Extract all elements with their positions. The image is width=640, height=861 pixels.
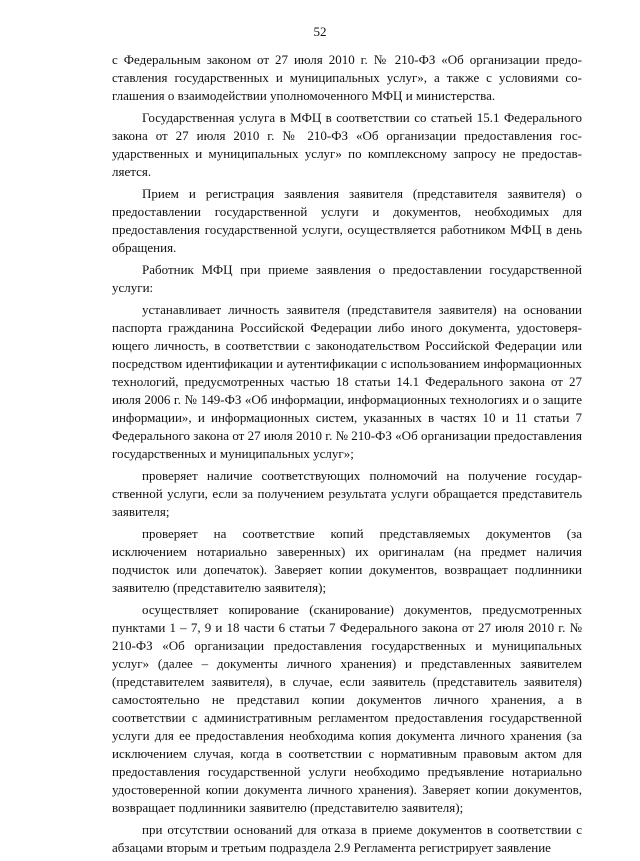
paragraph-worker-duties-intro: Работник МФЦ при приеме заявления о предоставлении государственной услуги: (112, 262, 582, 295)
page-number: 52 (313, 24, 327, 39)
document-body (112, 51, 582, 861)
paragraph-continuation: с Федеральным законом от 27 июля 2010 г. № 210-ФЗ «Об организации предоставления государственных и муниципальных услуг», а также с условиями соглашения о взаимодействии уполномоченного МФЦ и министерства. (112, 52, 582, 103)
paragraph-mfc-complex-request: Государственная услуга в МФЦ в соответствии со статьей 15.1 Федерального закона от 27 июля 2010 г. № 210-ФЗ «Об организации предоставления государственных и муниципальных услуг» по комплексному запросу не предоставляется. (112, 110, 582, 179)
paragraph-copies-check: проверяет на соответствие копий представляемых документов (за исключением нотариально заверенных) их оригиналам (на предмет наличия подчисток или допечаток). Заверяет копии документов, возвращает подлинники заявителю (представителю заявителя); (112, 526, 582, 595)
paragraph-authority-check: проверяет наличие соответствующих полномочий на получение государственной услуги, если за получением результата услуги обращается представитель заявителя; (112, 468, 582, 519)
paragraph-reception-registration: Прием и регистрация заявления заявителя (представителя заявителя) о предоставлении государственной услуги и документов, необходимых для предоставления государственной услуги, осуществляется работником МФЦ в день обращения. (112, 186, 582, 255)
paragraph-document-scanning: осуществляет копирование (сканирование) документов, предусмотренных пунктами 1 – 7, 9 и 18 части 6 статьи 7 Федерального закона от 27 июля 2010 г. № 210-ФЗ «Об организации предоставления государственных и муниципальных услуг» (далее – документы личного хранения) и представленных заявителем (представителем заявителя), в случае, если заявитель (представитель заявителя) самостоятельно не представил копии документов личного хранения, а в соответствии с административным регламентом предоставления государственной услуги для ее предоставления необходима копия документа личного хранения (за исключением случая, когда в соответствии с нормативным правовым актом для предоставления государственной услуги необходимо предъявление нотариально удостоверенной копии документа личного хранения). Заверяет копии документов, возвращает подлинники заявителю (представителю заявителя); (112, 602, 582, 815)
paragraph-identity-verification: устанавливает личность заявителя (представителя заявителя) на основании паспорта гражданина Российской Федерации либо иного документа, удостоверяющего личность, в соответствии с законодательством Российской Федерации или посредством идентификации и аутентификации с использованием информационных технологий, предусмотренных частью 18 статьи 14.1 Федерального закона от 27 июля 2006 г. № 149-ФЗ «Об информации, информационных технологиях и о защите информации», и информационных систем, указанных в частях 10 и 11 статьи 7 Федерального закона от 27 июля 2010 г. № 210-ФЗ «Об организации предоставления государственных и муниципальных услуг»; (112, 302, 582, 461)
paragraph-registration: при отсутствии оснований для отказа в приеме документов в соответствии с абзацами вторым и третьим подраздела 2.9 Регламента регистрирует заявление (112, 822, 582, 855)
